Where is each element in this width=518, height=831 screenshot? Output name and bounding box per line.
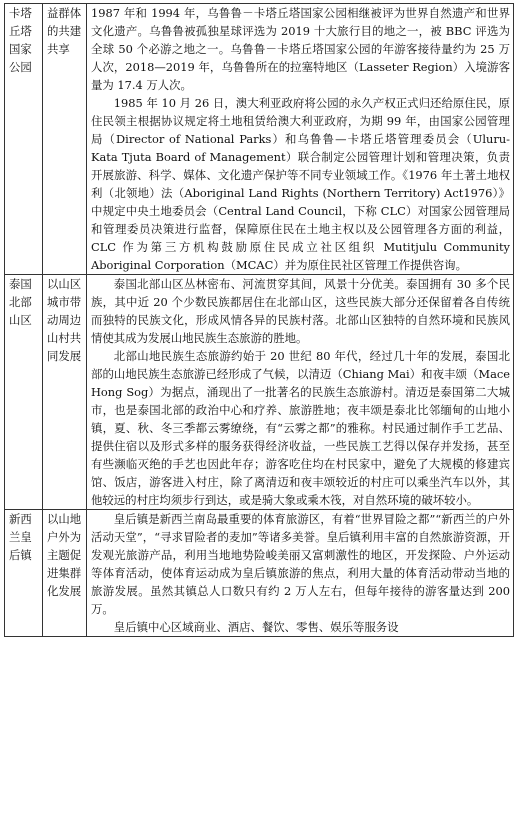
case-table	[4, 3, 514, 637]
description-cell	[87, 4, 514, 275]
region-cell	[5, 275, 43, 510]
description-cell	[87, 510, 514, 637]
description-paragraph: 皇后镇中心区域商业、酒店、餐饮、零售、娱乐等服务设	[113, 620, 399, 634]
region-name: 新西兰皇后镇	[9, 512, 32, 562]
development-mode-cell	[43, 275, 87, 510]
development-mode-cell	[43, 4, 87, 275]
description-paragraph: 1985 年 10 月 26 日，澳大利亚政府将公园的永久产权正式归还给原住民，原住民领主根据协议规定将土地租赁给澳大利亚政府，为期 99 年，由国家公园管理局（Director of National Parks）和乌鲁鲁—卡塔丘塔管理委员会（Uluru-Kata Tjuta Board of Management）联合制定公园管理计划和管理决策，负责开展旅游、科学、媒体、文化遗产保护等不同专业领域工作。《1976 年土著土地权利（北领地）法（Aboriginal Land Rights (Northern Territory) Act1976）》中规定中央土地委员会（Central Land Council，下称 CLC）对国家公园管理局和管理委员决策进行监督，保障原住民在土地主权以及公园管理各方面的利益，CLC 作为第三方机构鼓励原住民成立社区组织 Mutitjulu Community Aboriginal Corporation（MCAC）并为原住民社区管理工作提供咨询。	[91, 96, 510, 272]
development-mode: 以山地户外为主题促进集群化发展	[47, 512, 82, 598]
region-cell	[5, 4, 43, 275]
table-row	[5, 4, 514, 275]
development-mode: 益群体的共建共享	[47, 6, 82, 56]
description-cell	[87, 275, 514, 510]
development-mode: 以山区城市带动周边山村共同发展	[47, 277, 82, 363]
region-name: 卡塔丘塔国家公园	[9, 6, 32, 74]
description-paragraph: 1987 年和 1994 年，乌鲁鲁－卡塔丘塔国家公园相继被评为世界自然遗产和世界文化遗产。乌鲁鲁被孤独星球评选为 2019 十大旅行目的地之一，被 BBC 评选为全球 50 个必游之地之一。乌鲁鲁－卡塔丘塔国家公园的年游客接待量约为 25 万人次，2018—2019 年，乌鲁鲁所在的拉塞特地区（Lasseter Region）入境游客量为 17.4 万人次。	[91, 6, 510, 92]
description-paragraph: 皇后镇是新西兰南岛最重要的体育旅游区，有着“世界冒险之都”“新西兰的户外活动天堂”，“寻求冒险者的麦加”等诸多美誉。皇后镇利用丰富的自然旅游资源，开发观光旅游产品，利用当地地势险峻美丽又富刺激性的地区，开发探险、户外运动等体育活动，使体育运动成为皇后镇旅游的焦点，利用大量的体育活动带动当地的旅游发展。虽然其镇总人口数只有约 2 万人左右，但每年接待的游客量达到 200 万。	[91, 512, 510, 616]
table-row	[5, 275, 514, 510]
development-mode-cell	[43, 510, 87, 637]
region-cell	[5, 510, 43, 637]
description-paragraph: 北部山地民族生态旅游约始于 20 世纪 80 年代，经过几十年的发展，泰国北部的山地民族生态旅游已经形成了气候，以清迈（Chiang Mai）和夜丰颂（Mace Hong Sog）为据点，涌现出了一批著名的民族生态旅游村。清迈是泰国第二大城市，也是泰国北部的政治中心和疗养、旅游胜地；夜丰颂是泰北比邻缅甸的山地小镇，夏、秋、冬三季都云雾缭绕，有“云雾之都”的雅称。村民通过制作手工艺品、提供住宿以及形式多样的服务获得经济收益，一些民族工艺得以保存并发扬，甚至有些濒临灭绝的手艺也因此年存；游客吃住均在村民家中，避免了大规模的修建宾馆、饭店，游客进入村庄，除了离清迈和夜丰颂较近的村庄可以乘坐汽车以外，其他较远的村庄均须步行到达，或是骑大象或乘木筏，对自然环境的破坏较小。	[91, 349, 510, 507]
description-paragraph: 泰国北部山区丛林密布、河流贯穿其间，风景十分优美。泰国拥有 30 多个民族，其中近 20 个少数民族都居住在北部山区，这些民族大部分还保留着各自传统而独特的民族文化，形成风情各异的民族村落。北部山区独特的自然环境和民族风情使其成为发展山地民族生态旅游的胜地。	[91, 277, 510, 345]
table-row	[5, 510, 514, 637]
region-name: 泰国北部山区	[9, 277, 32, 327]
